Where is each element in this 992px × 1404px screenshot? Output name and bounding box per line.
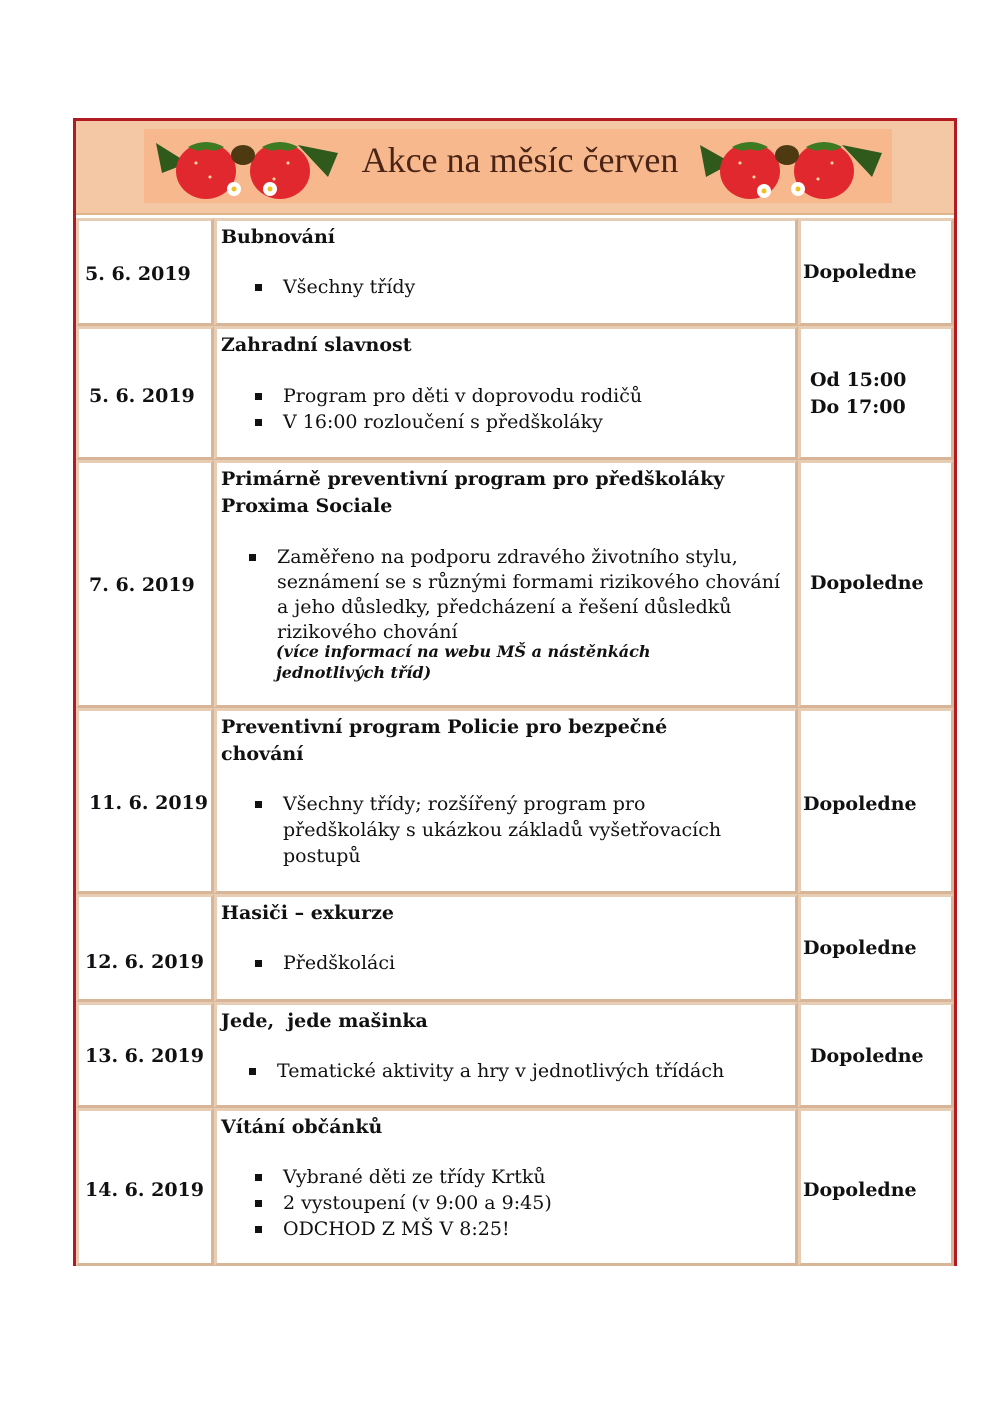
bullet-square-icon [255, 1226, 262, 1233]
event-time: Od 15:00 [810, 369, 907, 391]
header-banner [76, 121, 954, 215]
time-cell [798, 460, 954, 708]
event-title: Vítání občánků [221, 1116, 383, 1138]
bullet-square-icon [255, 393, 262, 400]
date-cell [76, 708, 214, 894]
description-cell [214, 460, 798, 708]
event-date: 5. 6. 2019 [85, 263, 191, 285]
description-cell: Jede, jede mašinka Tematické aktivity a hry v jednotlivých třídách [214, 1002, 798, 1108]
bullet-square-icon [249, 554, 256, 561]
date-cell [76, 460, 214, 708]
bullet-square-icon [249, 1068, 256, 1075]
table-row [76, 460, 954, 708]
event-date: 5. 6. 2019 [89, 385, 195, 407]
banner-background [144, 129, 892, 203]
time-cell [798, 1108, 954, 1266]
date-cell [76, 1002, 214, 1108]
time-cell [798, 708, 954, 894]
date-cell [76, 894, 214, 1002]
description-cell: Zahradní slavnost Program pro děti v doprovodu rodičů V 16:00 rozloučení s předškoláky [214, 326, 798, 460]
time-cell [798, 218, 954, 326]
event-time: Dopoledne [810, 1045, 924, 1067]
date-cell [76, 1108, 214, 1266]
table-row [76, 708, 954, 894]
table-row [76, 1002, 954, 1108]
bullet-square-icon [255, 284, 262, 291]
table-row [76, 218, 954, 326]
event-title: Jede, jede mašinka [221, 1010, 428, 1032]
strawberries-icon [692, 133, 892, 203]
bullet-square-icon [255, 419, 262, 426]
list-item: Zaměřeno na podporu zdravého životního stylu, seznámení se s různými formami rizikového chování a jeho důsledky, předcházení a řešení důsledků rizikového chování [249, 544, 789, 654]
event-time: Do 17:00 [810, 396, 906, 418]
list-item: Všechny třídy; rozšířený program pro předškoláky s ukázkou základů vyšetřovacích postupů [255, 791, 775, 871]
bullet-square-icon [255, 801, 262, 808]
bullet-square-icon [255, 1200, 262, 1207]
event-time: Dopoledne [803, 793, 917, 815]
strawberries-icon [148, 133, 348, 203]
table-row [76, 1108, 954, 1266]
time-cell [798, 894, 954, 1002]
event-date: 11. 6. 2019 [89, 792, 209, 814]
event-title: Hasiči – exkurze [221, 902, 394, 924]
info-note: (více informací na webu MŠ a nástěnkách [276, 642, 651, 661]
event-time: Dopoledne [803, 1179, 917, 1201]
event-date: 12. 6. 2019 [85, 951, 205, 973]
description-cell [214, 708, 798, 894]
event-time: Dopoledne [810, 572, 924, 594]
info-note: jednotlivých tříd) [276, 663, 432, 682]
time-cell [798, 326, 954, 460]
description-cell: Hasiči – exkurze Předškoláci [214, 894, 798, 1002]
event-title: chování [221, 743, 304, 765]
event-title: Zahradní slavnost [221, 334, 412, 356]
description-cell: Vítání občánků Vybrané děti ze třídy Krtků 2 vystoupení (v 9:00 a 9:45) ODCHOD Z MŠ V 8:25! [214, 1108, 798, 1266]
description-cell: Bubnování Všechny třídy [214, 218, 798, 326]
time-cell [798, 1002, 954, 1108]
event-title: Bubnování [221, 226, 336, 248]
event-title: Primárně preventivní program pro předškoláky [221, 468, 725, 490]
event-time: Dopoledne [803, 937, 917, 959]
event-date: 14. 6. 2019 [85, 1179, 205, 1201]
event-date: 13. 6. 2019 [85, 1045, 205, 1067]
date-cell [76, 326, 214, 460]
table-row [76, 326, 954, 460]
event-title: Preventivní program Policie pro bezpečné [221, 716, 668, 738]
bullet-square-icon [255, 1174, 262, 1181]
event-title: Proxima Sociale [221, 495, 393, 517]
date-cell [76, 218, 214, 326]
table-row [76, 894, 954, 1002]
event-date: 7. 6. 2019 [89, 574, 195, 596]
events-table [73, 118, 957, 1266]
event-time: Dopoledne [803, 261, 917, 283]
bullet-square-icon [255, 960, 262, 967]
page-title: Akce na měsíc červen [361, 140, 679, 180]
